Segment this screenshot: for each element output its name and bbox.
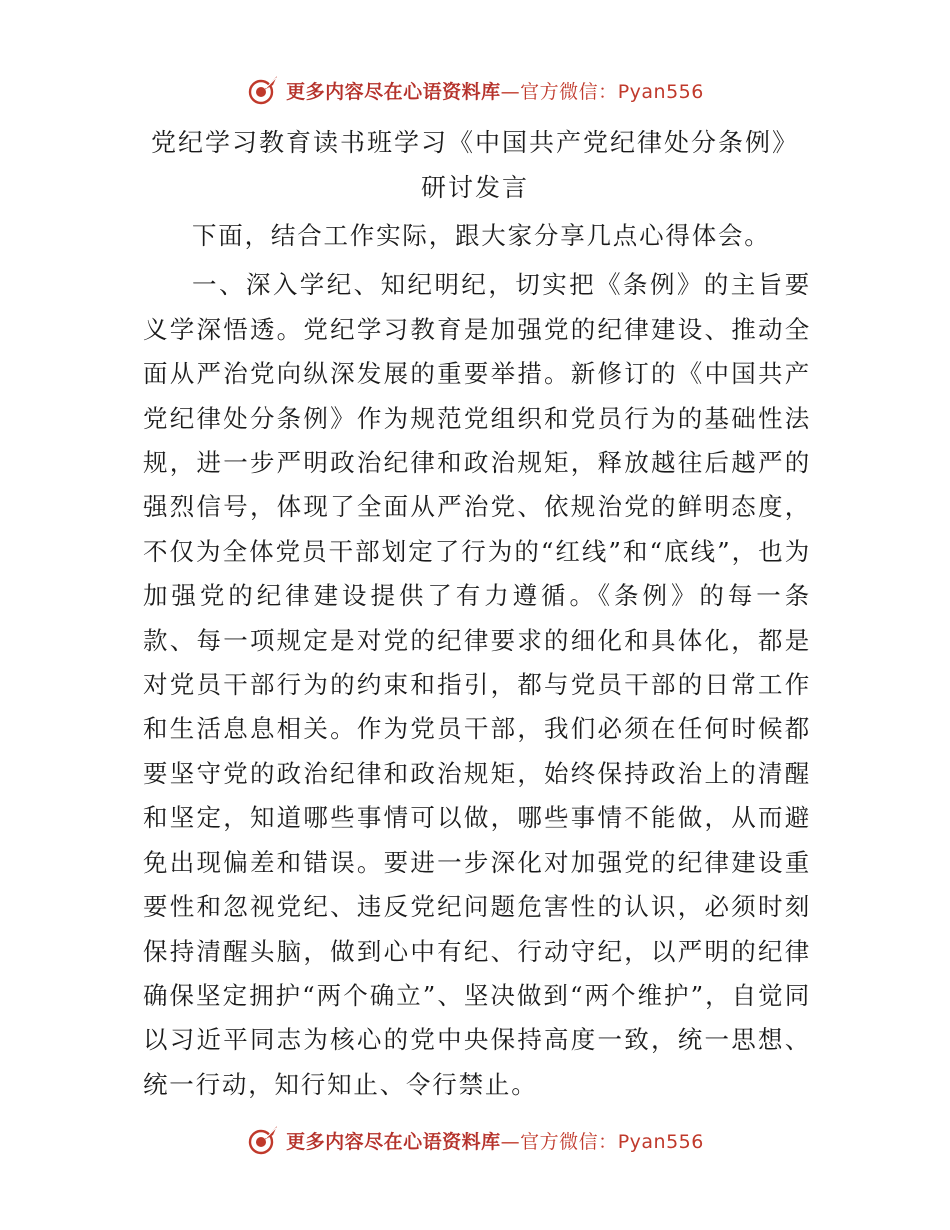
document-body bbox=[143, 214, 811, 1107]
footer-banner bbox=[0, 1120, 950, 1160]
banner-text bbox=[286, 1127, 704, 1154]
banner-brand: 更多内容尽在心语资料库 bbox=[286, 80, 501, 103]
document-title: 党纪学习教育读书班学习《中国共产党纪律处分条例》研讨发言 bbox=[150, 128, 799, 202]
quill-logo-icon bbox=[246, 73, 280, 107]
banner-separator: — bbox=[500, 1130, 521, 1153]
quill-logo-icon bbox=[246, 1123, 280, 1157]
paragraph-intro: 下面，结合工作实际，跟大家分享几点心得体会。 bbox=[192, 221, 771, 250]
banner-separator: — bbox=[500, 80, 521, 103]
banner-text bbox=[286, 77, 704, 104]
header-banner bbox=[0, 70, 950, 110]
banner-wechat-label: 官方微信： bbox=[520, 80, 618, 103]
paragraph-section-one: 一、深入学纪、知纪明纪，切实把《条例》的主旨要义学深悟透。党纪学习教育是加强党的纪律建设、推动全面从严治党向纵深发展的重要举措。新修订的《中国共产党纪律处分条例》作为规范党组织和党员行为的基础性法规，进一步严明政治纪律和政治规矩，释放越往后越严的强烈信号，体现了全面从严治党、依规治党的鲜明态度，不仅为全体党员干部划定了行为的“红线”和“底线”，也为加强党的纪律建设提供了有力遵循。《条例》的每一条款、每一项规定是对党的纪律要求的细化和具体化，都是对党员干部行为的约束和指引，都与党员干部的日常工作和生活息息相关。作为党员干部，我们必须在任何时候都要坚守党的政治纪律和政治规矩，始终保持政治上的清醒和坚定，知道哪些事情可以做，哪些事情不能做，从而避免出现偏差和错误。要进一步深化对加强党的纪律建设重要性和忽视党纪、违反党纪问题危害性的认识，必须时刻保持清醒头脑，做到心中有纪、行动守纪，以严明的纪律确保坚定拥护“两个确立”、坚决做到“两个维护”，自觉同以习近平同志为核心的党中央保持高度一致，统一思想、统一行动，知行知止、令行禁止。 bbox=[143, 270, 811, 1099]
banner-wechat-label: 官方微信： bbox=[520, 1130, 618, 1153]
banner-wechat-id: Pyan556 bbox=[617, 1130, 704, 1153]
banner-wechat-id: Pyan556 bbox=[617, 80, 704, 103]
banner-brand: 更多内容尽在心语资料库 bbox=[286, 1130, 501, 1153]
